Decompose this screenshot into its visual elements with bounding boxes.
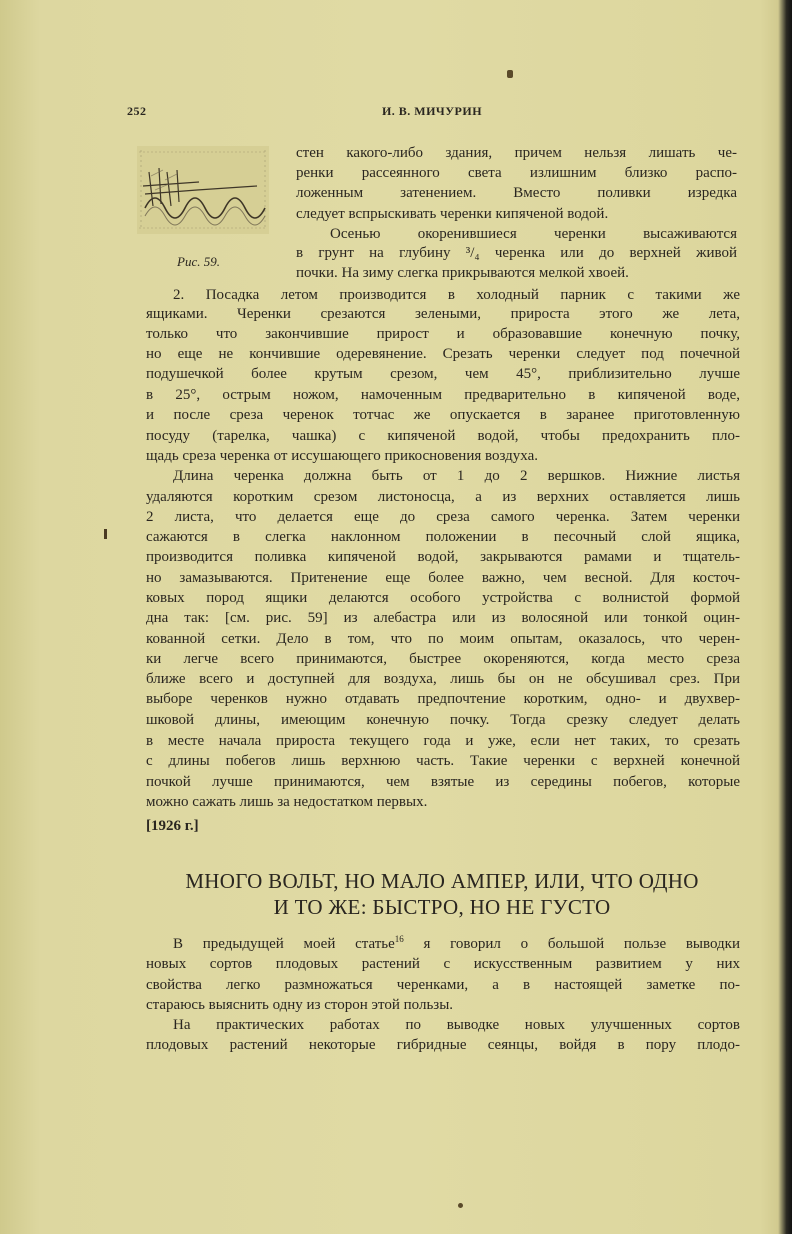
paragraph-line: свойства легко размножаться черенками, а в настоящей заметке по- (146, 977, 740, 993)
paragraph-line: кованной сетки. Дело в том, что по моим опытам, оказалось, что черен- (146, 631, 740, 647)
paragraph-line: шковой длины, имеющим конечную почку. Тогда срезку следует делать (146, 712, 740, 728)
paragraph-line: сажаются в слегка наклонном положении в песочный слой ящика, (146, 529, 740, 545)
paragraph-line: почки. На зиму слегка прикрываются мелкой хвоей. (296, 265, 629, 281)
paragraph-line: ки легче всего принимаются, быстрее окореняются, когда место среза (146, 651, 740, 667)
paragraph-line: выборе черенков нужно отдавать предпочтение коротким, одно- и двухвер- (146, 691, 740, 707)
paragraph-line: производится поливка кипяченой водой, закрываются рамами и тщатель- (146, 549, 740, 565)
article-title-line-1: МНОГО ВОЛЬТ, НО МАЛО АМПЕР, ИЛИ, ЧТО ОДНО (185, 869, 699, 893)
paragraph-line: но замазываются. Притенение еще более важно, чем весной. Для косточ- (146, 570, 740, 586)
paragraph-line: только что закончившие прирост и образовавшие конечную почку, (146, 326, 740, 342)
ink-spot (507, 70, 513, 78)
paragraph-line: посуду (тарелка, чашка) с кипяченой водой, чтобы предохранить пло- (146, 428, 740, 444)
paragraph-line: Осенью окоренившиеся черенки высаживаются (330, 226, 737, 242)
paragraph-line: в грунт на глубину ³/₄ черенка или до верхней живой (296, 245, 737, 261)
paragraph-line: в месте начала прироста текущего года и уже, если нет таких, то срезать (146, 733, 740, 749)
paragraph-line: 2 листа, что делается еще до среза самого черенка. Затем черенки (146, 509, 740, 525)
margin-mark (104, 529, 107, 539)
paragraph-line: почкой лучше принимаются, чем взятые из середины побегов, которые (146, 774, 740, 790)
wavy-box-drawing (137, 146, 269, 234)
paragraph-line: можно сажать лишь за недостатком первых. (146, 794, 428, 810)
article-date: [1926 г.] (146, 818, 199, 834)
paragraph-line: плодовых растений некоторые гибридные сеянцы, войдя в пору плодо- (146, 1037, 740, 1053)
paragraph-line: в 25°, острым ножом, намоченным предварительно в кипяченой воде, (146, 387, 740, 403)
paragraph-line: 2. Посадка летом производится в холодный парник с такими же (173, 287, 740, 303)
figure-caption: Рис. 59. (177, 254, 220, 269)
paragraph-line: с длины побегов лишь верхнюю часть. Такие черенки с верхней конечной (146, 753, 740, 769)
ink-spot (458, 1203, 463, 1208)
paragraph-line: ковых пород ящики делаются особого устройства с волнистой формой (146, 590, 740, 606)
article-title-line-2: И ТО ЖЕ: БЫСТРО, НО НЕ ГУСТО (273, 895, 611, 919)
paragraph-line: ящиками. Черенки срезаются зелеными, прироста этого же лета, (146, 306, 740, 322)
paragraph-line: На практических работах по выводке новых улучшенных сортов (173, 1017, 740, 1033)
paragraph-line: новых сортов плодовых растений с искусственным развитием у них (146, 956, 740, 972)
paragraph-line: но еще не кончившие одеревянение. Срезать черенки следует под почечной (146, 346, 740, 362)
paragraph-line: дна так: [см. рис. 59] из алебастра или из волосяной или тонкой оцин- (146, 610, 740, 626)
paragraph-line: следует вспрыскивать черенки кипяченой водой. (296, 206, 609, 222)
paragraph-line: стараюсь выяснить одну из сторон этой пользы. (146, 997, 454, 1013)
running-title: И. В. МИЧУРИН (381, 104, 483, 118)
page-number: 252 (127, 104, 147, 118)
paragraph-line: и после среза черенок тотчас же опускается в заранее приготовленную (146, 407, 740, 423)
paragraph-line: ложенным затенением. Вместо поливки изредка (296, 185, 737, 201)
paragraph-line: стен какого-либо здания, причем нельзя лишать че- (296, 145, 737, 161)
paragraph-line: В предыдущей моей статье$^{16}$ я говорил о большой пользе выводки (173, 935, 740, 952)
paragraph-line: удаляются коротким срезом листоносца, а из верхних оставляется лишь (146, 489, 740, 505)
book-spine (778, 0, 792, 1234)
paragraph-line: подушечкой более крутым срезом, чем 45°, приблизительно лучше (146, 366, 740, 382)
footnote-ref: 16 (394, 935, 404, 944)
paragraph-line: ренки рассеянного света излишним близко распо- (296, 165, 737, 181)
figure-59-illustration (137, 146, 269, 234)
paragraph-line: щадь среза черенка от иссушающего прикосновения воздуха. (146, 448, 538, 464)
running-head (127, 104, 737, 122)
paragraph-line: Длина черенка должна быть от 1 до 2 вершков. Нижние листья (173, 468, 740, 484)
paragraph-line: ближе всего и доступней для воздуха, лишь бы он не обсушивал срез. При (146, 671, 740, 687)
